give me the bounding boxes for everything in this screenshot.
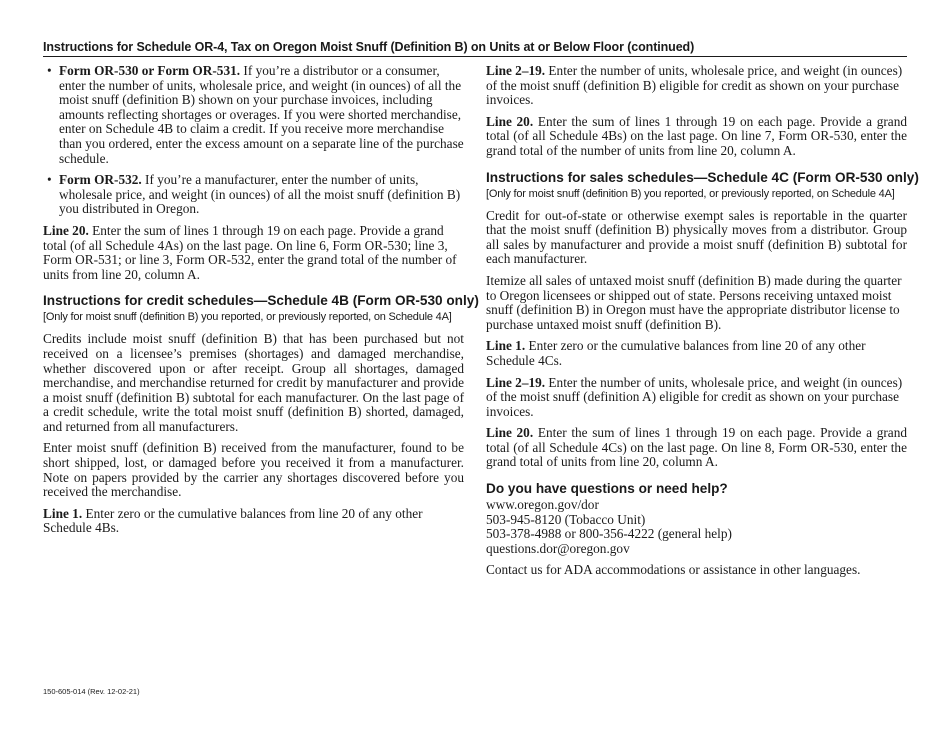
line-label: Line 20. bbox=[486, 425, 534, 441]
credit-paragraph-1: Credits include moist snuff (definition B) that has been purchased but not received on a licensee’s premises (shortages) and damaged merchandise, whether discovered upon or after receipt. Group all shortages, damaged merchandise, and merchandise returned for credit by manufacturer and provide a moist snuff (definition B) subtotal for each manufacturer. On the last page of a credit schedule, write the total moist snuff (definition B) shorted, damaged, and returned from all manufacturers. bbox=[43, 331, 464, 434]
list-item bbox=[43, 64, 464, 166]
contact-block bbox=[486, 498, 907, 556]
credit-line2-19-paragraph bbox=[486, 64, 907, 108]
title-divider bbox=[43, 56, 907, 57]
line-text: Enter the number of units, wholesale price, and weight (in ounces) of the moist snuff (definition A) eligible for credit as shown on your purchase invoices. bbox=[486, 374, 903, 419]
line-text: Enter the sum of lines 1 through 19 on each page. Provide a grand total (of all Schedule 4Bs) on the last page. On line 7, Form OR-530, enter the grand total of the number of units from line 20, column A. bbox=[486, 113, 907, 158]
bullet-text: If you’re a distributor or a consumer, enter the number of units, wholesale price, and weight (in ounces) of all the moist snuff (definition B) shown on your purchase invoices, including amounts reflecting shortages or overages. If you were shorted merchandise, enter on Schedule 4B to claim a credit. If you receive more merchandise than you ordered, enter the excess amount on a separate line of the purchase schedule. bbox=[59, 63, 464, 166]
email-link[interactable]: questions.dor@oregon.gov bbox=[486, 540, 630, 556]
line-text: Enter zero or the cumulative balances from line 20 of any other Schedule 4Bs. bbox=[43, 505, 423, 536]
sales-schedules-note: [Only for moist snuff (definition B) you reported, or previously reported, on Schedule 4A] bbox=[486, 187, 895, 200]
page-title: Instructions for Schedule OR-4, Tax on Oregon Moist Snuff (Definition B) on Units at or Below Floor (continued) bbox=[43, 40, 695, 54]
line-label: Line 20. bbox=[486, 113, 534, 129]
form-bullet-list bbox=[43, 64, 464, 217]
credit-line1-paragraph bbox=[43, 507, 464, 536]
line-text: Enter the sum of lines 1 through 19 on each page. Provide a grand total (of all Schedule 4As) on the last page. On line 6, Form OR-530; line 3, Form OR-531; or line 3, Form OR-532, enter the grand total of the number of units from line 20, column A. bbox=[43, 222, 457, 282]
line-text: Enter the sum of lines 1 through 19 on each page. Provide a grand total (of all Schedule 4Cs) on the last page. On line 8, Form OR-530, enter the grand total of units from line 20, column A. bbox=[486, 425, 907, 470]
line-label: Line 1. bbox=[43, 505, 83, 521]
credit-schedules-heading: Instructions for credit schedules—Schedule 4B (Form OR-530 only) bbox=[43, 293, 479, 309]
right-column bbox=[486, 63, 919, 585]
bullet-text: If you’re a manufacturer, enter the number of units, wholesale price, and weight (in ounces) of all the moist snuff (definition B) you distributed in Oregon. bbox=[59, 172, 461, 217]
sales-schedules-heading: Instructions for sales schedules—Schedule 4C (Form OR-530 only) bbox=[486, 169, 919, 185]
bullet-icon: • bbox=[47, 172, 52, 188]
credit-schedules-note: [Only for moist snuff (definition B) you reported, or previously reported, on Schedule 4A] bbox=[43, 311, 452, 324]
sales-line20-paragraph bbox=[486, 426, 907, 470]
bullet-icon: • bbox=[47, 63, 52, 78]
list-item bbox=[43, 173, 464, 217]
line-text: Enter zero or the cumulative balances from line 20 of any other Schedule 4Cs. bbox=[486, 338, 866, 368]
sales-line1-paragraph bbox=[486, 339, 907, 368]
line-text: Enter the number of units, wholesale price, and weight (in ounces) of the moist snuff (definition B) eligible for credit as shown on your purchase invoices. bbox=[486, 63, 903, 108]
help-heading: Do you have questions or need help? bbox=[486, 481, 728, 497]
line-label: Line 1. bbox=[486, 338, 526, 354]
line-label: Line 2–19. bbox=[486, 63, 546, 78]
line-label: Line 2–19. bbox=[486, 374, 546, 390]
form-revision-code: 150-605-014 (Rev. 12-02-21) bbox=[43, 687, 140, 696]
credit-line20-paragraph bbox=[486, 115, 907, 159]
sales-line2-19-paragraph bbox=[486, 376, 907, 420]
website-link[interactable]: www.oregon.gov/dor bbox=[486, 497, 599, 513]
general-help-phone: 503-378-4988 or 800-356-4222 (general help) bbox=[486, 526, 732, 542]
line-label: Line 20. bbox=[43, 222, 89, 238]
sales-paragraph-2: Itemize all sales of untaxed moist snuff (definition B) made during the quarter to Oregon licensees or shipped out of state. Persons receiving untaxed moist snuff (definition B) in Oregon must have the appropriate distributor license to purchase untaxed moist snuff (definition B). bbox=[486, 272, 902, 332]
bullet-lead: Form OR-532. bbox=[59, 172, 142, 188]
credit-paragraph-2: Enter moist snuff (definition B) received from the manufacturer, found to be short shipped, lost, or damaged before you received it from a manufacturer. Note on papers provided by the carrier any shortages discovered before you received the merchandise. bbox=[43, 440, 464, 500]
left-column bbox=[43, 63, 479, 543]
line20-paragraph bbox=[43, 224, 464, 282]
sales-paragraph-1: Credit for out-of-state or otherwise exempt sales is reportable in the quarter that the moist snuff (definition B) physically moves from a distributor. Group all sales by manufacturer and provide a moist snuff (definition B) subtotal for each manufacturer. bbox=[486, 207, 907, 267]
bullet-lead: Form OR-530 or Form OR-531. bbox=[59, 63, 241, 78]
ada-paragraph: Contact us for ADA accommodations or assistance in other languages. bbox=[486, 562, 861, 578]
tobacco-unit-phone: 503-945-8120 (Tobacco Unit) bbox=[486, 511, 646, 527]
